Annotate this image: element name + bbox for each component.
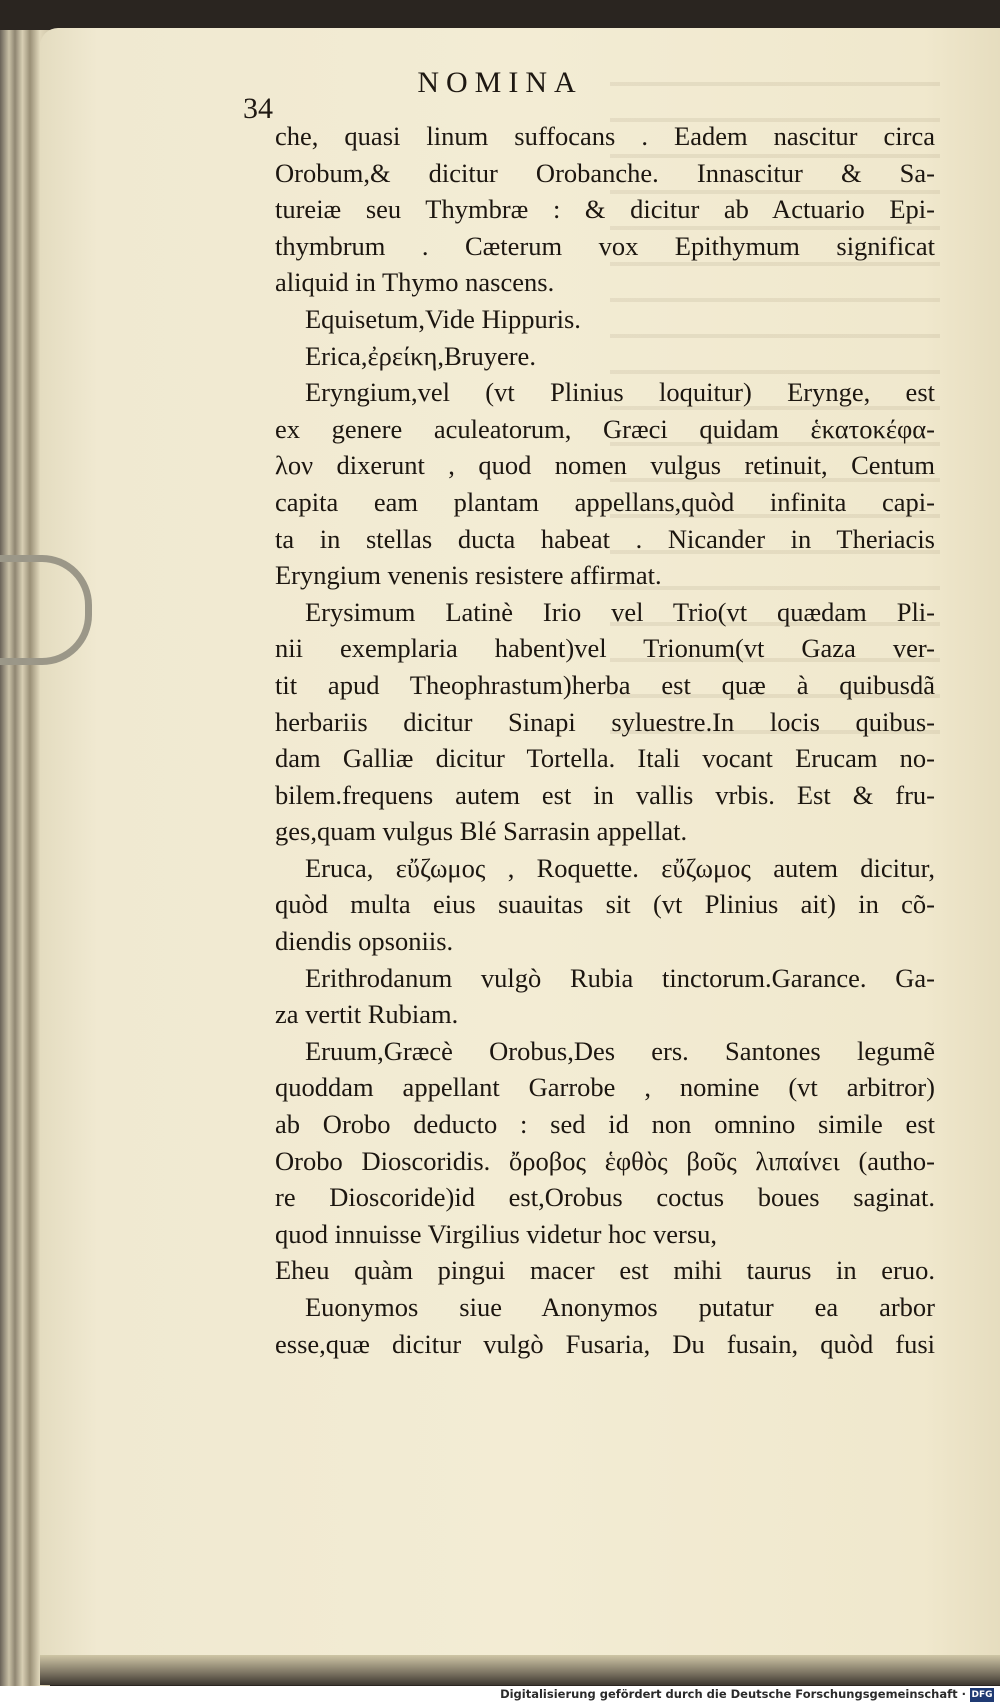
text-line: capita eam plantam appellans,quòd infinita capi-: [275, 486, 935, 517]
text-line: ab Orobo deducto : sed id non omnino simile est: [275, 1109, 935, 1140]
paper-clip: [0, 555, 92, 665]
text-line: Orobum,& dicitur Orobanche. Innascitur & Sa-: [275, 157, 935, 188]
text-line: quod innuisse Virgilius videtur hoc versu,: [275, 1218, 718, 1249]
text-line: quoddam appellant Garrobe , nomine (vt arbitror): [275, 1072, 935, 1103]
text-line: Euonymos siue Anonymos putatur ea arbor: [305, 1292, 935, 1322]
text-line: tureiæ seu Thymbræ : & dicitur ab Actuario Epi-: [275, 194, 935, 225]
running-head: NOMINA: [417, 66, 583, 99]
text-line: Eruum,Græcè Orobus,Des ers. Santones legumẽ: [305, 1035, 935, 1066]
text-line: Eryngium venenis resistere affirmat.: [275, 560, 662, 591]
text-line: thymbrum . Cæterum vox Epithymum significat: [275, 230, 935, 261]
text-line: aliquid in Thymo nascens.: [275, 267, 555, 298]
text-line: nii exemplaria habent)vel Trionum(vt Gaza ver-: [275, 633, 935, 664]
text-line: che, quasi linum suffocans . Eadem nascitur circa: [275, 121, 935, 151]
text-line: Orobo Dioscoridis. ὄροβος ἑφθὸς βοῦς λιπαίνει (autho-: [275, 1145, 935, 1176]
body-text: [275, 118, 935, 1362]
text-line: Erysimum Latinè Irio vel Trio(vt quædam Pli-: [305, 596, 935, 627]
text-line: Eryngium,vel (vt Plinius loquitur) Erynge, est: [305, 377, 935, 408]
text-line: diendis opsoniis.: [275, 926, 454, 957]
text-line: re Dioscoride)id est,Orobus coctus boues saginat.: [275, 1182, 935, 1213]
text-line: quòd multa eius suauitas sit (vt Plinius ait) in cõ-: [275, 889, 935, 920]
text-line: Equisetum,Vide Hippuris.: [305, 303, 581, 334]
digitization-credit: Digitalisierung gefördert durch die Deutsche Forschungsgemeinschaft ·: [500, 1687, 966, 1701]
text-line: tit apud Theophrastum)herba est quæ à quibusdã: [275, 669, 935, 700]
text-line: ta in stellas ducta habeat . Nicander in Theriacis: [275, 523, 935, 554]
text-line: Erica,ἐρείκη,Bruyere.: [305, 340, 536, 371]
text-line: esse,quæ dicitur vulgò Fusaria, Du fusain, quòd fusi: [275, 1328, 935, 1359]
text-line: Eheu quàm pingui macer est mihi taurus in eruo.: [275, 1255, 935, 1286]
text-line: dam Galliæ dicitur Tortella. Itali vocant Erucam no-: [275, 743, 935, 774]
text-line: bilem.frequens autem est in vallis vrbis. Est & fru-: [275, 779, 935, 810]
text-line: Eruca, εὔζωμος , Roquette. εὔζωμος autem dicitur,: [305, 852, 935, 883]
text-line: za vertit Rubiam.: [275, 999, 459, 1030]
text-line: ex genere aculeatorum, Græci quidam ἑκατοκέφα-: [275, 413, 935, 444]
text-line: λον dixerunt , quod nomen vulgus retinuit, Centum: [275, 450, 935, 481]
page-bottom-shadow: [40, 1655, 1000, 1685]
page-number: 34: [243, 92, 273, 125]
text-line: ges,quam vulgus Blé Sarrasin appellat.: [275, 816, 688, 847]
text-line: herbariis dicitur Sinapi syluestre.In locis quibus-: [275, 706, 935, 737]
text-line: Erithrodanum vulgò Rubia tinctorum.Garance. Ga-: [305, 962, 935, 993]
dfg-logo: DFG: [971, 1690, 993, 1700]
